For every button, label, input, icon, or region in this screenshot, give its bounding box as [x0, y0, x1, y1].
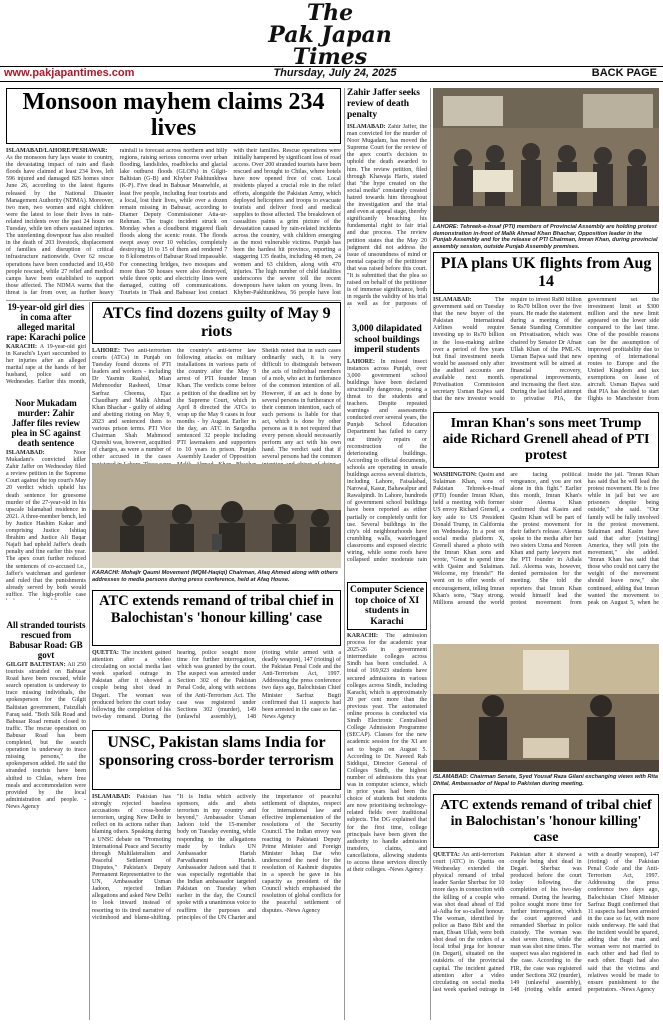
article-marital-rape: [6, 302, 86, 394]
headline-marital-rape: 19-year-old girl dies in coma after alleged marital rape: Karachi police: [6, 302, 86, 342]
body-marital-rape: [6, 344, 86, 384]
dateline-atc-honour-1: QUETTA:: [92, 650, 119, 656]
article-unsc: [92, 730, 341, 1020]
issue-date: Thursday, July 24, 2025: [273, 67, 397, 79]
photo-mqm-presser: [92, 464, 341, 568]
headline-atc-dozens: ATCs find dozens guilty of May 9 riots: [92, 302, 341, 344]
dateline-zahir: ISLAMABAD:: [347, 124, 386, 130]
dateline-schools: LAHORE:: [347, 358, 376, 365]
text-stranded: All 250 tourists stranded on Babusar Road have been rescued, while search operation is underway to trace missing individuals, the spokesperson for the Gilgit Baltistan government, Faizullah Faraq said. "Both Silk Road and Babusar Road remain closed to traffic. The rescue operation on Babusar Road has been completed, but the search operation is underway to trace missing persons," the spokesperson added. He said the stranded tourists have been shifted to Chilas, where free meals and accommodation were provided by the local administration and people. -News Agency: [6, 662, 86, 810]
article-schools: [347, 324, 427, 578]
article-monsoon: [6, 88, 341, 300]
masthead-info-bar: [0, 66, 663, 82]
dateline-pia: ISLAMABAD:: [433, 297, 472, 303]
dateline-atc-honour-2: QUETTA:: [433, 852, 460, 858]
pti-protest-image: [433, 88, 659, 222]
dateline-marital-rape: KARACHI:: [6, 344, 37, 350]
column-rule: [344, 88, 345, 1020]
caption-pti-protest: LAHORE: Tehreek-e-Insaf (PTI) members of Provincial Assembly are holding protest demonstration in-front of Malik Ahmad Khan Bhachar, Opposition leader in the Punjab Assembly and for the release of PTI Chairman, Imran Khan, during provincial assembly session, outside Punjab Assembly premises.: [433, 224, 658, 250]
body-monsoon: [6, 148, 341, 298]
caption-mqm-presser: KARACHI: Mohajir Qaumi Movement (MQM-Haqiqi) Chairman, Afaq Ahmed along with others addresses to media persons during press conference, held at Afaq House.: [92, 570, 339, 583]
photo-senate-meeting: [433, 644, 659, 772]
body-atc-honour-1: [92, 650, 341, 724]
text-imran: Qasim and Sulaiman Khan, sons of Pakistan Tehreek-e-Insaf (PTI) founder Imran Khan, held a meeting with former US envoy Richard Grenell, a key aide to US President Donald Trump, in California on Wednesday. In a post on social media platform X, Grenell shared a photo with the Imran Khan sons and wrote, "Great to spend time with Qasim and Sulaiman. Welcome, my friends!" He went on to offer words of encouragement, telling Imran Khan's sons, "Stay strong. Millions around the world are facing political vengeance, and you are not alone in this fight." Earlier this month, Imran Khan's sister Aleema Khan confirmed that Kasim and Qasim Khan will be part of the protest movement for their father's release. Aleema spoke to the media after her two sisters Uzma and Noreen Khan and party lawyers met the PTI founder in Adiala Jail. Aleema was, however, denied permission for the meeting. She told the reporters that Imran Khan would himself lead the protest movement from inside the jail. "Imran Khan has said that he will lead the protest movement. He is free while in jail but we are prisoners despite being outside," she said. "Our family will be fully involved in the protest movement. Sulaiman and Kasim have said that after [visiting] America, they will join the movement," she added. "Imran Khan has said that those who could not carry the weight of the movement should leave now," she continued, adding that Imran wanted the movement to peak on August 5, when he: [433, 472, 659, 606]
headline-pia: PIA plans UK flights from Aug 14: [433, 252, 659, 294]
text-zahir: Zahir Jaffer, the man convicted for the murder of Noor Mugadam, has moved the Supreme Court for the review of the apex court's decision to uphold the death awarded to him. The review petition, filed through Khawaja Haris, stated that "the hype created on the social media" constantly created hatred towards him throughout the investigation and the trial and even at appeal stage, thereby significantly breaching his fundamental right to fair trial and due process. The review petition states that the May 20 judgment did not address the issue of unsoundness of mind or mental capacity of the petitioner that was raised before this court. "It is submitted that the plea so raised on behalf of the petitioner is of immense significance, both in regards the validity of his trial as well as for purposes of: [347, 124, 427, 308]
body-computer-science: [347, 633, 427, 999]
article-stranded: [6, 620, 86, 1020]
body-imran: [433, 472, 659, 612]
newspaper-logo: [230, 2, 430, 68]
text-marital-rape: A 19-year-old girl in Karachi's Lyari succumbed to her injuries after an alleged marital rape at the hands of her husband, police said on Wednesday. Earlier this month,: [6, 344, 86, 384]
text-noor: Noor Mukadam's convicted killer Zahir Jaffer on Wednesday filed a review petition in the Supreme Court against the top court's May 20 verdict which upheld his death sentence for gruesome murder of the 27-year-old in his upscale Islamabad residence in 2021. A three-member bench, led by Justice Hashim Kakar and comprising Justice Ishtiaq Ibrahim and Justice Ali Baqar Najafi had upheld Jaffer's death penalty and fine earlier this year. The apex court further reduced the sentences of co-accused i.e., Jaffer's watchman and gardener and ruled that the punishments already served by both would suffice. The high-profile case: [6, 450, 86, 598]
text-monsoon: As the monsoon fury lays waste to country, the devastating impact of rain and flash floods have claimed at least 234 lives, left 596 injured and damaged 826 homes since June 26, according to the latest figures released by the National Disaster Management Authority (NDMA). Moreover, two men, two women and eight children were the latest to lose their lives in rain-related incidents over the past 24 hours on Tuesday, while ten others sustained injuries. The unrelenting downpour has also resulted in the death of 203 livestock, displacement of families and disruption of critical infrastructure nationwide. Over 62 rescue operations have been conducted and 10,450 people rescued, while 27 relief and medical camps have been established to support those affected. The NDMA warns that the threat is far from over, as further heavy rainfall is forecast across northern and hilly regions, raising serious concerns over urban flooding, landslides, roadblocks and glacial lake outburst floods (GLOFs) in Gilgit-Baltistan (G-B) and Khyber Pakhtunkhwa (K-P). Five dead in Babusar Meanwhile, at least five people, including four tourists and a local, lost their lives, while over a dozen remain missing in Babusar, according to Diamer Deputy Commissioner Atta-ur-Rehman. The tragic incident struck on Monday when a cloudburst triggered flash floods along the scenic route. The floods swept away over 10 vehicles, completely destroying 10 to 15 of them and rendered 7 to 8 kilometres of Babusar Road impassable. For connecting bridges, two mosques and more than 50 houses were also destroyed, while three optic and electricity lines were damaged, cutting off communications. Tourists in Thak and Babusar lost contact with their families. Rescue operations were initially hampered by significant loss of road access. Over 200 stranded tourists have been rescued and brought to Chilas, where hotels have now opened free of cost. Local residents played a crucial role in the relief efforts, alongside the Pakistan Army, which deployed helicopters and troops to evacuate tourists and deliver food and medical supplies to those affected. The breakdown of casualties paints a grim picture of the devastation caused by rain-related incidents across the country, with children emerging as the most vulnerable victims. Punjab has been the hardest hit province, reporting a staggering 135 deaths, including 48 men, 24 women and 63 children, along with 470 injuries. The high number of child fatalities underscores the severe toll the recent downpours have taken on young lives. In Khyber-Pakhtunkhwa, 56 people have lost: [6, 148, 341, 296]
body-noor: [6, 450, 86, 600]
text-unsc: Pakistan has strongly rejected baseless accusations of cross-border terrorism, urging New Delhi to reflect on its actions rather than blaming others. Speaking during a UNSC debate on "Promoting International Peace and Security through Multilateralism and Peaceful Settlement of Disputes," Pakistan's Deputy Permanent Representative to the UN, Ambassador Usman Jadoon, rejected Indian allegations and asked New Delhi to look inward instead of resorting to its tired narrative of victimhood and blame-shifting. "It is India which actively sponsors, aids and abets terrorism in my country and beyond," Ambassador Usman Jadoon told the 15-member body on Tuesday evening, while responding to the allegations made by India's UN Ambassador Harish Parvathaneni Harish. Ambassador Jadoon said that it was especially regrettable that the Indian ambassador targeted Pakistan on Tuesday when earlier in the day, the Council spoke with a unanimous voice to reaffirm the purposes and principles of the UN Charter and the importance of peaceful settlement of disputes, respect for international law and effective implementation of the resolutions of the Security Council. The Indian envoy was reacting to Pakistani Deputy Prime Minister and Foreign Minister Ishaq Dar who underscored the need for the resolution of Kashmir disputes in a speech he gave in his capacity as president of the Council which emphasised the resolution of global conflicts for the peaceful settlement of disputes. -News Agency: [92, 794, 341, 921]
body-zahir: [347, 124, 427, 308]
masthead: [0, 0, 663, 86]
headline-monsoon: Monsoon mayhem claims 234 lives: [6, 88, 341, 144]
headline-atc-honour-2: ATC extends remand of tribal chief in Balochistan's 'honour killing' case: [433, 794, 659, 848]
body-atc-honour-2: [433, 852, 659, 1018]
body-unsc: [92, 794, 341, 1018]
logo-line-3: Times: [292, 44, 368, 70]
dateline-monsoon: ISLAMABAD/LAHORE/PESHAWAR:: [6, 148, 108, 154]
logo-line-1: The: [306, 0, 354, 26]
text-pia: The government said on Tuesday that the new buyer of the Pakistan International Airlines would require investing up to Rs70 billion in the loss-making airline over a period of five years but final investment needs would be assessed only after the audited accounts are available next month. Privatisation Commission secretary Usman Bajwa said that the new investor would require to invest Rs80 billion to Rs70 billion over the five years. He made the statement during a meeting of the Senate Standing Committee on Privatisation, which was chaired by Senator Dr Afnan Ullah Khan of the PML-N. Usman Bajwa said that new investment will be aimed at financial recovery, operational improvements, and increasing the fleet size. During the last failed attempt to privatise PIA, the government set the investment limit at $300 million and the new limit appeared on the lower side compared to the last time. One of the possible reasons can be the assumption of improved profitability due to opening of international routes to Europe and the United Kingdom and tax exemptions on lease of aircraft. Usman Bajwa said that PIA has decided to start flights to Manchester from: [433, 297, 659, 403]
text-atc-dozens: Two anti-terrorism courts (ATCs) in Punjab on Tuesday found dozens of PTI leaders and workers - including Dr Yasmin Rashid, Mian Mehmoodur Rasheed, Umar Sarfraz Cheema, Ejaz Chaudhary and Malik Ahmad Khan Bhachar - guilty of aiding and abetting rioting on May 9, 2023 and sentenced them to various prison terms. PTI Vice Chairman Shah Mahmood Qureshi was, however, acquitted of charges, as were a number of other accused in the cases the country's anti-terror law following attacks on military installations in various parts of the country after the May 9 arrest of PTI founder Imran Khan. The verdicts come before a petition of the deadline set by the Supreme Court, which in April 8 directed the ATCs to wrap up the May 9 cases in four months - by August. Earlier in the day, an ATC in Sargodha sentenced 32 people including PTI lawmakers and supporters to 10 years in prison. Punjab Assembly Leader of Opposition Sheikh noted that in such cases ordinarily such, it is very difficult to distinguish between the acts of individual members of a mob, who act in furtherance of the common intention of all. However, if an act is done by several persons in furtherance of their common intention, each of such persons is liable for that act, which is done by other persons as it is not required that every person should necessarily perform any act with his own hand. The verdict said that if several persons had the common: [92, 348, 341, 461]
body-schools: [347, 359, 427, 563]
headline-unsc: UNSC, Pakistan slams India for sponsoring cross-border terrorism: [92, 730, 341, 790]
headline-atc-honour-1: ATC extends remand of tribal chief in Balochistan's 'honour killing' case: [92, 590, 341, 646]
section-rule: [6, 300, 341, 301]
photo-pti-protest: [433, 88, 659, 222]
article-imran: [433, 412, 659, 640]
column-rule: [89, 302, 90, 1020]
column-rule: [430, 88, 431, 1020]
dateline-imran: WASHINGTON:: [433, 472, 477, 478]
body-stranded: [6, 662, 86, 1002]
article-atc-honour-2: [433, 794, 659, 1020]
senate-meeting-image: [433, 644, 659, 772]
article-atc-honour-1: [92, 590, 341, 726]
headline-noor: Noor Mukadam murder: Zahir Jaffer files review plea in SC against death sentence: [11, 398, 81, 448]
caption-senate-meeting: ISLAMABAD: Chairman Senate, Syed Yousaf Raza Gilani exchanging views with Rita Dhital, Ambassador of Nepal to Pakistan during meeting.: [433, 774, 659, 787]
text-schools: In missed insect instances across Punjab, over 3,000 government school buildings have been declared structurally dangerous, posing a threat to the students and teachers. Despite repeated warnings and assessments conducted over several years, the Punjab School Education Department has failed to carry out timely repairs or reconstruction of the deteriorating buildings. According to official documents, schools are operating in unsafe buildings across several districts, including Lahore, Faisalabad, Narowal, Kasur, Bahawalpur and Rawalpindi. In Lahore, hundreds of government school buildings have been reported as either partially or completely unfit for use. Several buildings in the city's old neighbourhoods have crumbling walls, waterlogged classrooms and exposed electric wiring, while some roofs have collapsed under moderate rain: [347, 358, 427, 563]
headline-zahir: Zahir Jaffer seeks review of death penalty: [347, 88, 421, 120]
headline-imran: Imran Khan's sons meet Trump aide Richard Grenell ahead of PTI protest: [433, 412, 659, 468]
text-computer-science: The admission process for the academic year 2025-26 in government intermediate colleges across Sindh has been concluded. A total of 169,923 students have secured admissions in various colleges across Sindh, including Karachi, which is approximately 20 per cent more than the previous year. The automated online process is conducted via Sindh Electronic Centralised College Admission Programme (SECAP). Classes for the new academic session for the XI are set to begin on August 5. According to Dr. Naveed Rab Siddiqui, Director General of Colleges Sindh, the highest number of admissions this year was in computer science, which in prior years had been the choice of students but students are now prioritising technology-related fields over traditional subjects. The DG explained that for the first time, college principals have been given the authority to handle admission transfers, claims, and cancellations, allowing students to access these services directly at their colleges. -News Agency: [347, 633, 427, 874]
dateline-computer-science: KARACHI:: [347, 633, 378, 639]
text-atc-honour-1: The incident gained attention after a video circulating on social media last week sparked outrage in Pakistan after it showed a couple being shot dead in Degari. The woman was produced before the court today following the completion of his two-day remand. During the hearing, police sought more time for further interrogation, which was granted by the court. The suspect was arrested under Section 302 of the Pakistan Penal Code, along with sections of the Anti-Terrorism Act. The case was registered under Sections 302 (murder), 149 (unlawful assembly), 148 (rioting while armed with a deadly weapon), 147 (rioting) of the Pakistan Penal Code and the Anti-Terrorism Act, 1997. Addressing the press conference two days ago, Balochistan Chief Minister Sarfraz Bugti confirmed that 11 suspects had been arrested in the case so far. -News Agency: [92, 650, 341, 720]
dateline-stranded: GILGIT BALTISTAN:: [6, 662, 66, 668]
headline-computer-science: Computer Science top choice of XI students in Karachi: [347, 582, 427, 630]
article-pia: [433, 230, 659, 408]
headline-stranded: All stranded tourists rescued from Babusar Road: GB govt: [6, 620, 86, 660]
text-atc-honour-2: An anti-terrorism court (ATC) in Quetta on Wednesday extended the physical remand of tribal leader Sardar Sherbaz for 10 more days in connection with the killing of a couple who was shot dead ahead of Eid al-Adha for so-called honour. The woman, identified by police as Bano Bibi and the man, Ehsan Ullah, were both shot dead on the orders of a local tribal jirga for honour (in Degari), situated on the outskirts of the provincial capital. The incident gained attention after a video circulating on social media last week sparked outrage in Pakistan after it showed a couple being shot dead in Degari. Sherbaz was produced before the court today following the completion of his two-day remand. During the hearing, police sought more time for further interrogation, which the court approved and remanded Sherbaz in police custody. The woman was shot seven times, while the man was shot nine times. The suspect was also registered in the case. According to the FIR, the case was registered under Sections 302 (murder), 149 (unlawful assembly), 148 (rioting while armed with a deadly weapon), 147 (rioting) of the Pakistan Penal Code and the Anti-Terrorism Act, 1997. Addressing the press conference two days ago, Balochistan Chief Minister Sarfraz Bugti confirmed that 11 suspects had been arrested in the case so far, with more raids underway. He said that the incident would be spared, adding that the man and woman were not married to each other and had fled to each other. Bugti had also said that the victims and relatives would be made to ensure punishment to the perpetrators. -News Agency: [433, 852, 659, 993]
article-noor: [6, 398, 86, 616]
mqm-presser-image: [92, 464, 341, 568]
article-computer-science: [347, 582, 427, 1020]
logo-line-2: Pak Japan: [268, 22, 392, 48]
dateline-unsc: ISLAMABAD:: [92, 794, 131, 800]
article-zahir: [347, 88, 427, 320]
body-pia: [433, 297, 659, 407]
website-url[interactable]: www.pakjapantimes.com: [4, 67, 135, 79]
headline-schools: 3,000 dilapidated school buildings imperil students: [352, 324, 422, 355]
dateline-atc-dozens: LAHORE:: [92, 348, 121, 354]
dateline-noor: ISLAMABAD:: [6, 450, 45, 456]
page-label: BACK PAGE: [591, 67, 657, 79]
